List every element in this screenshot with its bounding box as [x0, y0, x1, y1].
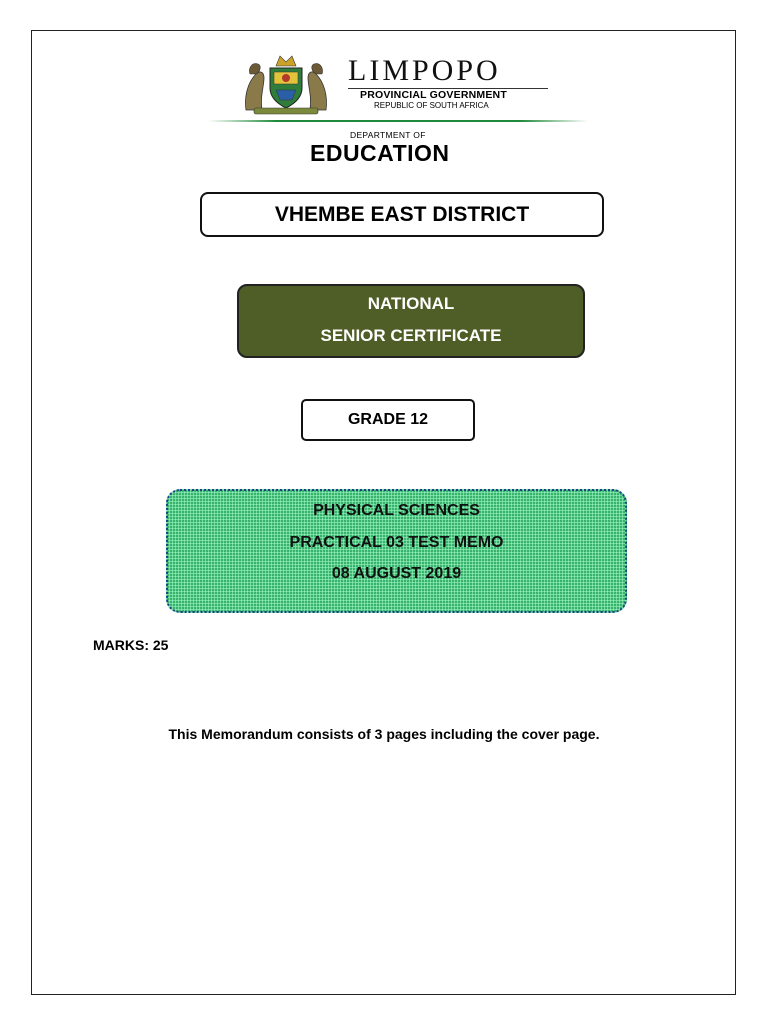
department-of-label: DEPARTMENT OF: [350, 130, 426, 140]
test-title: PRACTICAL 03 TEST MEMO: [289, 534, 504, 551]
subject-name: PHYSICAL SCIENCES: [313, 502, 480, 519]
district-box: [200, 192, 604, 237]
department-logo: [208, 48, 588, 176]
certificate-box: [237, 284, 585, 358]
subject-box: [166, 489, 627, 613]
green-divider: [208, 120, 588, 122]
marks-label: MARKS: 25: [93, 637, 169, 653]
republic-label: REPUBLIC OF SOUTH AFRICA: [374, 101, 489, 110]
province-name: LIMPOPO: [348, 54, 501, 87]
test-date: 08 AUGUST 2019: [331, 565, 462, 582]
education-label: EDUCATION: [310, 140, 450, 166]
certificate-line-national: NATIONAL: [367, 294, 455, 313]
district-name: VHEMBE EAST DISTRICT: [274, 202, 530, 226]
grade-box: [301, 399, 475, 441]
memorandum-note: This Memorandum consists of 3 pages including the cover page.: [168, 726, 600, 742]
coat-of-arms-icon: [240, 52, 332, 116]
provincial-government-label: PROVINCIAL GOVERNMENT: [360, 89, 507, 101]
grade-label: GRADE 12: [347, 411, 429, 428]
certificate-line-senior: SENIOR CERTIFICATE: [320, 326, 502, 345]
